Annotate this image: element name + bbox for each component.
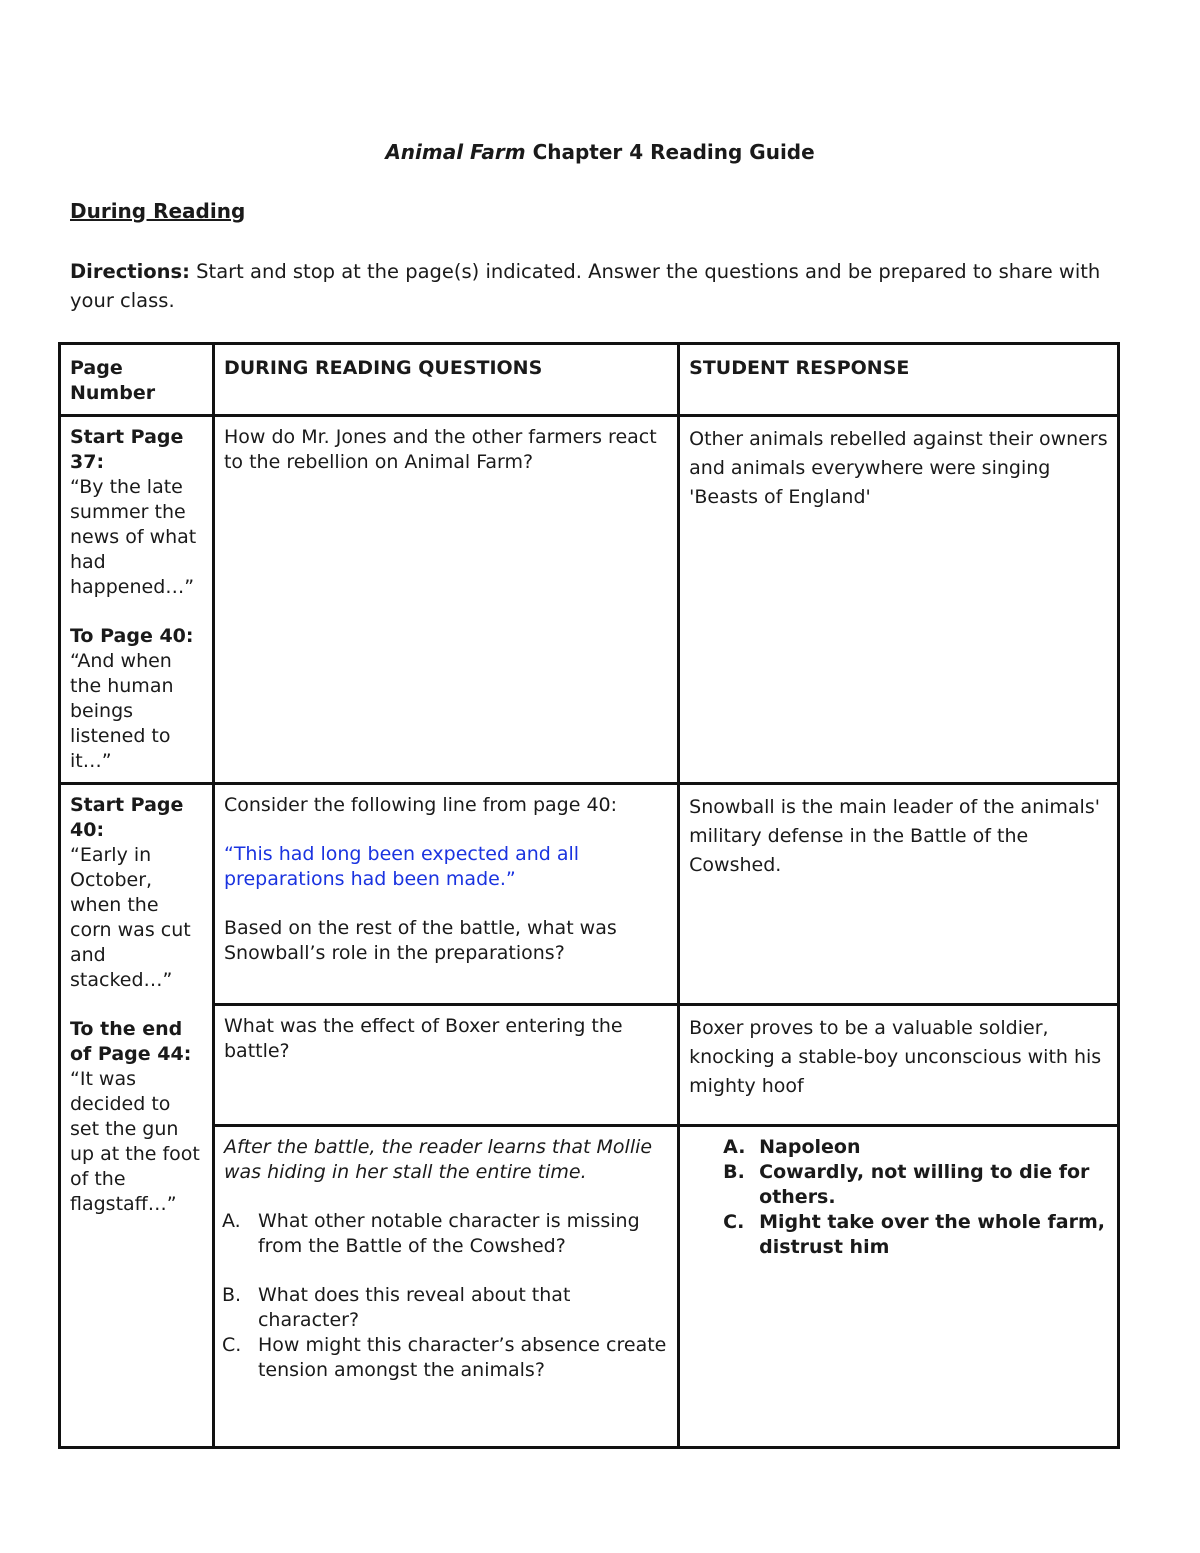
sub-question-text: What does this reveal about that character?	[257, 1284, 571, 1331]
response-cell[interactable]	[679, 1126, 1119, 1448]
answer-text: Napoleon	[759, 1136, 861, 1158]
list-item	[723, 1210, 1109, 1260]
response-cell[interactable]	[679, 1005, 1119, 1126]
start-page-label: Start Page 40:	[70, 794, 184, 841]
start-page-quote: “Early in October, when the corn was cut and stacked…”	[70, 844, 191, 991]
list-marker: A.	[723, 1136, 746, 1158]
answer-text: Might take over the whole farm, distrust him	[759, 1211, 1105, 1258]
table-row	[60, 1126, 1119, 1448]
title-rest: Chapter 4 Reading Guide	[532, 140, 815, 164]
question-cell	[213, 784, 678, 1005]
end-page-quote: “It was decided to set the gun up at the foot of the flagstaff…”	[70, 1068, 200, 1215]
end-page-label: To Page 40:	[70, 625, 194, 647]
table-row	[60, 416, 1119, 784]
list-marker: B.	[723, 1161, 745, 1183]
reading-guide-table	[58, 342, 1120, 1449]
question-cell	[213, 1005, 678, 1126]
header-page-number: Page Number	[60, 344, 214, 416]
document-title	[0, 140, 1200, 164]
book-title: Animal Farm	[385, 140, 526, 164]
sub-question-text: How might this character’s absence create tension amongst the animals?	[257, 1334, 667, 1381]
directions	[70, 257, 1130, 315]
list-item	[221, 1283, 669, 1333]
page-range-cell	[60, 784, 214, 1448]
list-marker: B.	[221, 1284, 242, 1306]
table-header-row	[60, 344, 1119, 416]
question-cell	[213, 416, 678, 784]
list-item	[723, 1160, 1109, 1210]
sub-question-text: What other notable character is missing from the Battle of the Cowshed?	[257, 1210, 640, 1257]
question-text: Based on the rest of the battle, what was Snowball’s role in the preparations?	[223, 917, 617, 964]
list-marker: C.	[723, 1211, 745, 1233]
response-text: Boxer proves to be a valuable soldier, knocking a stable-boy unconscious with his mighty hoof	[689, 1017, 1102, 1097]
start-page-quote: “By the late summer the news of what had happened…”	[70, 476, 197, 598]
start-page-label: Start Page 37:	[70, 426, 184, 473]
question-intro: Consider the following line from page 40:	[223, 794, 618, 816]
page-range-cell	[60, 416, 214, 784]
directions-label: Directions:	[70, 260, 190, 283]
table-row	[60, 784, 1119, 1005]
question-text: What was the effect of Boxer entering the battle?	[223, 1015, 623, 1062]
response-text: Other animals rebelled against their owners and animals everywhere were singing 'Beasts of England'	[689, 428, 1108, 508]
question-cell	[213, 1126, 678, 1448]
answer-list	[689, 1135, 1109, 1260]
header-questions: DURING READING QUESTIONS	[213, 344, 678, 416]
list-item	[221, 1209, 669, 1259]
response-cell[interactable]	[679, 416, 1119, 784]
list-item	[221, 1333, 669, 1383]
response-text: Snowball is the main leader of the animals' military defense in the Battle of the Cowshed.	[689, 796, 1100, 876]
section-heading: During Reading	[70, 199, 246, 223]
end-page-quote: “And when the human beings listened to it…”	[70, 650, 174, 772]
directions-text: Start and stop at the page(s) indicated. Answer the questions and be prepared to share with your class.	[70, 260, 1101, 312]
list-marker: C.	[221, 1334, 242, 1356]
response-cell[interactable]	[679, 784, 1119, 1005]
list-item	[723, 1135, 1109, 1160]
question-intro: After the battle, the reader learns that Mollie was hiding in her stall the entire time.	[223, 1136, 653, 1183]
end-page-label: To the end of Page 44:	[70, 1018, 192, 1065]
sub-question-list	[221, 1209, 669, 1383]
table-row	[60, 1005, 1119, 1126]
answer-text: Cowardly, not willing to die for others.	[759, 1161, 1090, 1208]
header-student-response: STUDENT RESPONSE	[679, 344, 1119, 416]
list-marker: A.	[221, 1210, 241, 1232]
question-text: How do Mr. Jones and the other farmers react to the rebellion on Animal Farm?	[223, 426, 657, 473]
quoted-line: “This had long been expected and all preparations had been made.”	[223, 843, 580, 890]
